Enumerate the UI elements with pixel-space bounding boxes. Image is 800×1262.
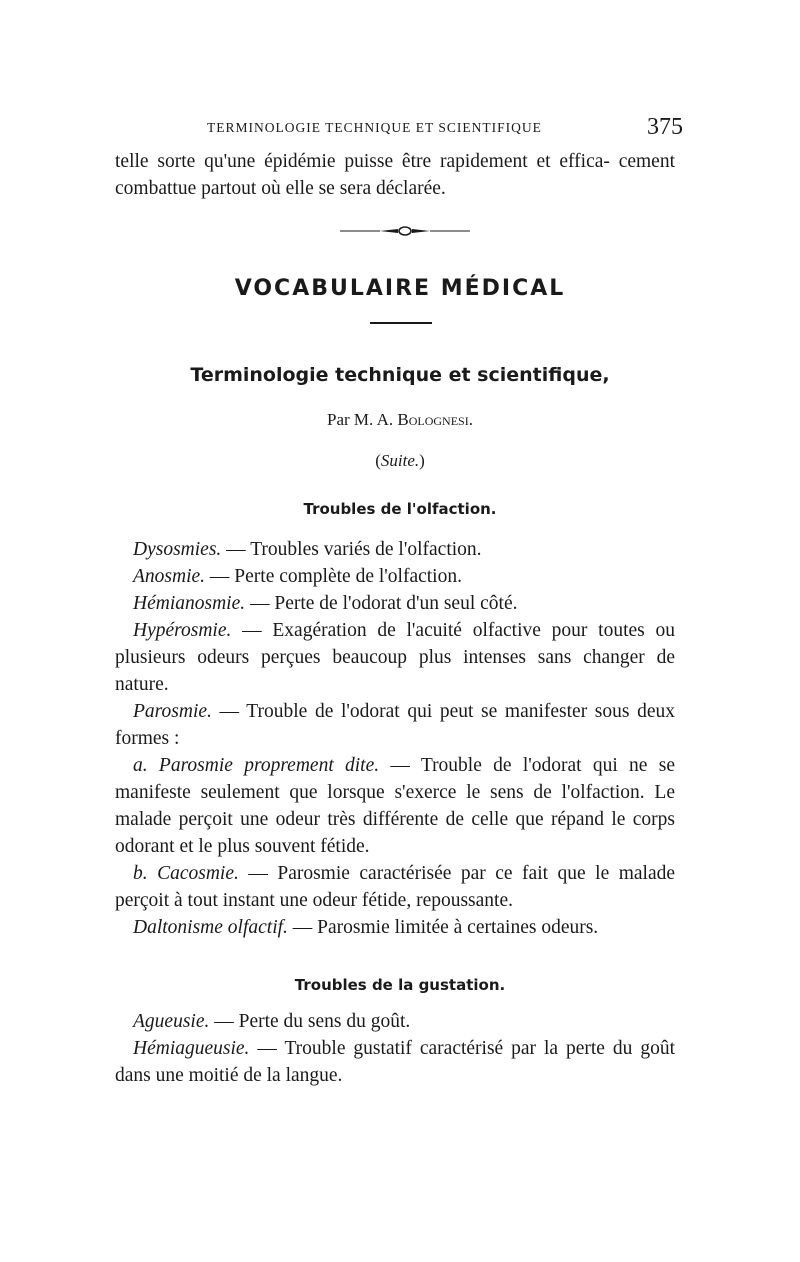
entry-definition: — Parosmie caractérisée par ce fait que le malade perçoit à tout instant une odeur fétide, repoussante. <box>115 863 675 911</box>
entry-definition: — Perte de l'odorat d'un seul côté. <box>245 593 518 614</box>
entry-definition: — Perte complète de l'olfaction. <box>205 566 462 587</box>
entry-term: Parosmie. <box>133 701 212 722</box>
byline <box>0 410 800 430</box>
entry-parosmie <box>115 698 675 752</box>
gustation-heading: Troubles de la gustation. <box>294 976 506 994</box>
suite-open: ( <box>375 451 381 470</box>
entry-term: Agueusie. <box>133 1011 210 1032</box>
author-name: Bolognesi. <box>397 410 473 429</box>
entry-definition: — Trouble de l'odorat qui peut se manifester sous deux formes : <box>115 701 675 749</box>
entry-term: Anosmie. <box>133 566 206 587</box>
entry-dysosmies <box>115 536 675 563</box>
entry-definition: — Parosmie limitée à certaines odeurs. <box>287 917 599 938</box>
entry-term: b. Cacosmie. <box>133 863 239 884</box>
running-title: TERMINOLOGIE TECHNIQUE ET SCIENTIFIQUE <box>207 120 542 135</box>
entry-term: Hémianosmie. <box>133 593 246 614</box>
running-header <box>115 114 683 142</box>
suite-close: ) <box>419 451 425 470</box>
page-number: 375 <box>647 114 683 140</box>
entry-definition: — Exagération de l'acuité olfactive pour toutes ou plusieurs odeurs perçues beaucoup plus intenses sans changer de nature. <box>115 620 675 695</box>
entry-definition: — Troubles variés de l'olfaction. <box>221 539 482 560</box>
entry-agueusie <box>115 1008 675 1035</box>
entry-anosmie <box>115 563 675 590</box>
title-rule <box>370 322 432 324</box>
entry-daltonisme-olfactif <box>115 914 675 941</box>
entry-term: Hypérosmie. <box>133 620 232 641</box>
olfaction-heading: Troubles de l'olfaction. <box>303 500 497 518</box>
section-title: VOCABULAIRE MÉDICAL <box>234 276 566 301</box>
intro-line-1: telle sorte qu'une épidémie puisse être rapidement et effica- <box>115 151 610 172</box>
intro-paragraph <box>115 148 675 202</box>
entry-definition: — Trouble gustatif caractérisé par la perte du goût dans une moitié de la langue. <box>115 1038 675 1086</box>
entry-cacosmie <box>115 860 675 914</box>
entry-term: a. Parosmie proprement dite. <box>133 755 380 776</box>
byline-prefix: Par M. A. <box>327 410 398 429</box>
entry-hyperosmie <box>115 617 675 698</box>
entry-term: Daltonisme olfactif. <box>133 917 288 938</box>
entry-definition: — Trouble de l'odorat qui ne se manifeste seulement que lorsque s'exerce le sens de l'olfaction. Le malade perçoit une odeur très différente de celle que répand le corps odorant et le plus souvent fétide. <box>115 755 675 857</box>
entry-hemianosmie <box>115 590 675 617</box>
intro-line-2: cement combattue partout où elle se sera déclarée. <box>115 151 675 199</box>
entry-term: Hémiagueusie. <box>133 1038 250 1059</box>
continued-note <box>0 451 800 471</box>
entry-hemiagueusie <box>115 1035 675 1089</box>
suite-label: Suite. <box>380 451 420 470</box>
article-title: Terminologie technique et scientifique, <box>190 364 610 386</box>
entry-term: Dysosmies. <box>133 539 222 560</box>
entry-definition: — Perte du sens du goût. <box>209 1011 411 1032</box>
ornamental-divider-icon <box>340 225 470 237</box>
entry-parosmie-proprement-dite <box>115 752 675 860</box>
